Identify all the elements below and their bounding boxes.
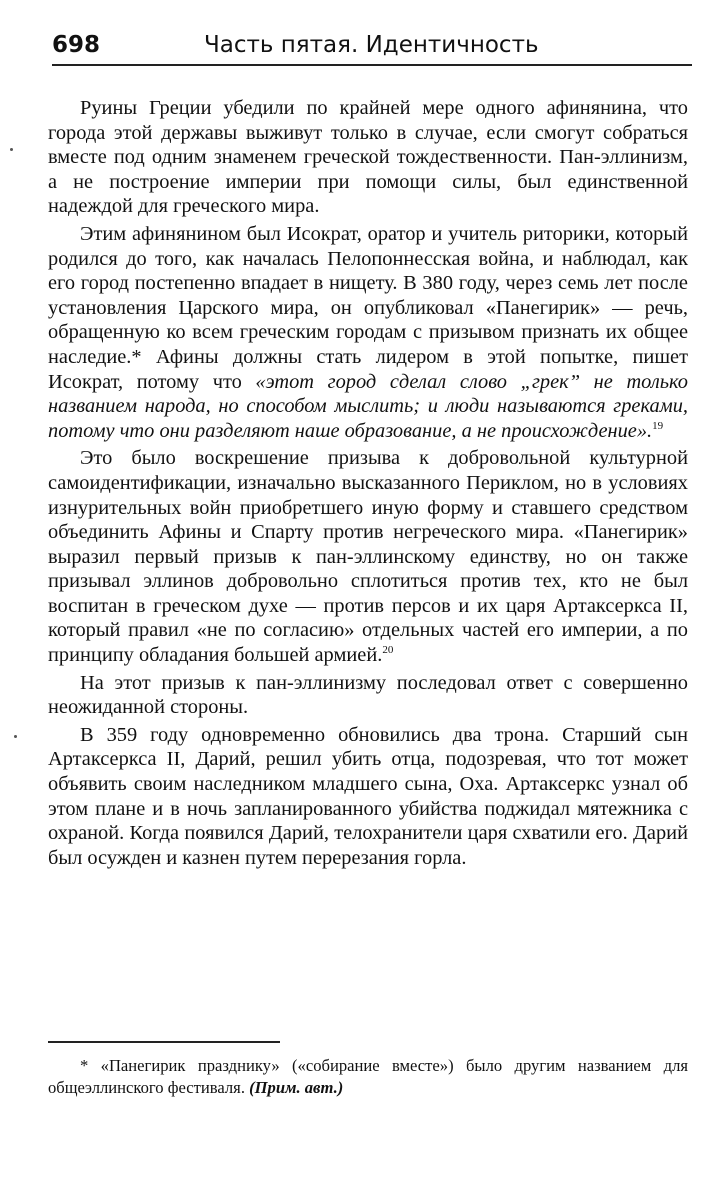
body-text [48,96,688,873]
footnote-author-note: (Прим. авт.) [249,1078,344,1097]
paragraph-4 [48,671,688,720]
footnote-ref-20: 20 [382,644,394,657]
paragraph-3-text: Это было воскрешение призыва к добровольной культурной самоидентификации, изначально высказанного Периклом, но в условиях изнурительных войн приобретшего иную форму и ставшего средством объединить Афины и Спарту против негреческого мира. «Панегирик» выразил первый призыв к пан-эллинскому единству, но он также призывал эллинов добровольно сплотиться против тех, кто не был воспитан в греческом духе — против персов и их царя Артаксеркса II, который правил «не по согласию» отдельных частей его империи, а по принципу обладания большей армией. [48,447,688,667]
paragraph-5-text: В 359 году одновременно обновились два трона. Старший сын Артаксеркса II, Дарий, решил убить отца, подозревая, что тот может объявить своим наследником младшего сына, Оха. Артаксеркс узнал об этом плане и в ночь запланированного убийства поджидал мятежника с охраной. Когда появился Дарий, телохранители царя схватили его. Дарий был осужден и казнен путем перерезания горла. [48,723,688,869]
footnote [48,1055,688,1099]
footnote-divider [48,1041,280,1043]
paragraph-1 [48,96,688,219]
paragraph-4-text: На этот призыв к пан-эллинизму последовал ответ с совершенно неожиданной стороны. [48,671,688,719]
footnote-ref-19: 19 [652,419,664,432]
paragraph-1-text: Руины Греции убедили по крайней мере одного афинянина, что города этой державы выживут только в случае, если смогут собраться вместе под одним знаменем греческой тождественности. Пан-эллинизм, а не построение империи при помощи силы, был единственной надеждой для греческого мира. [48,97,688,218]
page-number: 698 [52,32,101,58]
scan-speck [10,148,13,151]
page-header [52,30,692,66]
paragraph-3 [48,446,688,667]
paragraph-2-text: Этим афинянином был Исократ, оратор и учитель риторики, который родился до того, как началась Пелопоннесская война, и наблюдал, как его город постепенно впадает в нищету. В 380 году, через семь лет после установления Царского мира, он опубликовал «Панегирик» — речь, обращенную ко всем греческим городам с призывом признать их общее наследие.* Афины должны стать лидером в этой попытке, пишет Исократ, потому что [48,222,688,393]
isocrates-quote: «этот город сделал слово „грек” не только названием народа, но способом мыслить; и люди называются греками, потому что они разделяют наше образование, а не происхождение». [48,370,688,442]
footnote-text: * «Панегирик празднику» («собирание вместе») было другим названием для общеэллинского фестиваля. [48,1056,688,1097]
paragraph-5 [48,723,688,871]
running-head: Часть пятая. Идентичность [204,32,539,58]
scan-speck [14,735,17,738]
paragraph-2 [48,222,688,443]
